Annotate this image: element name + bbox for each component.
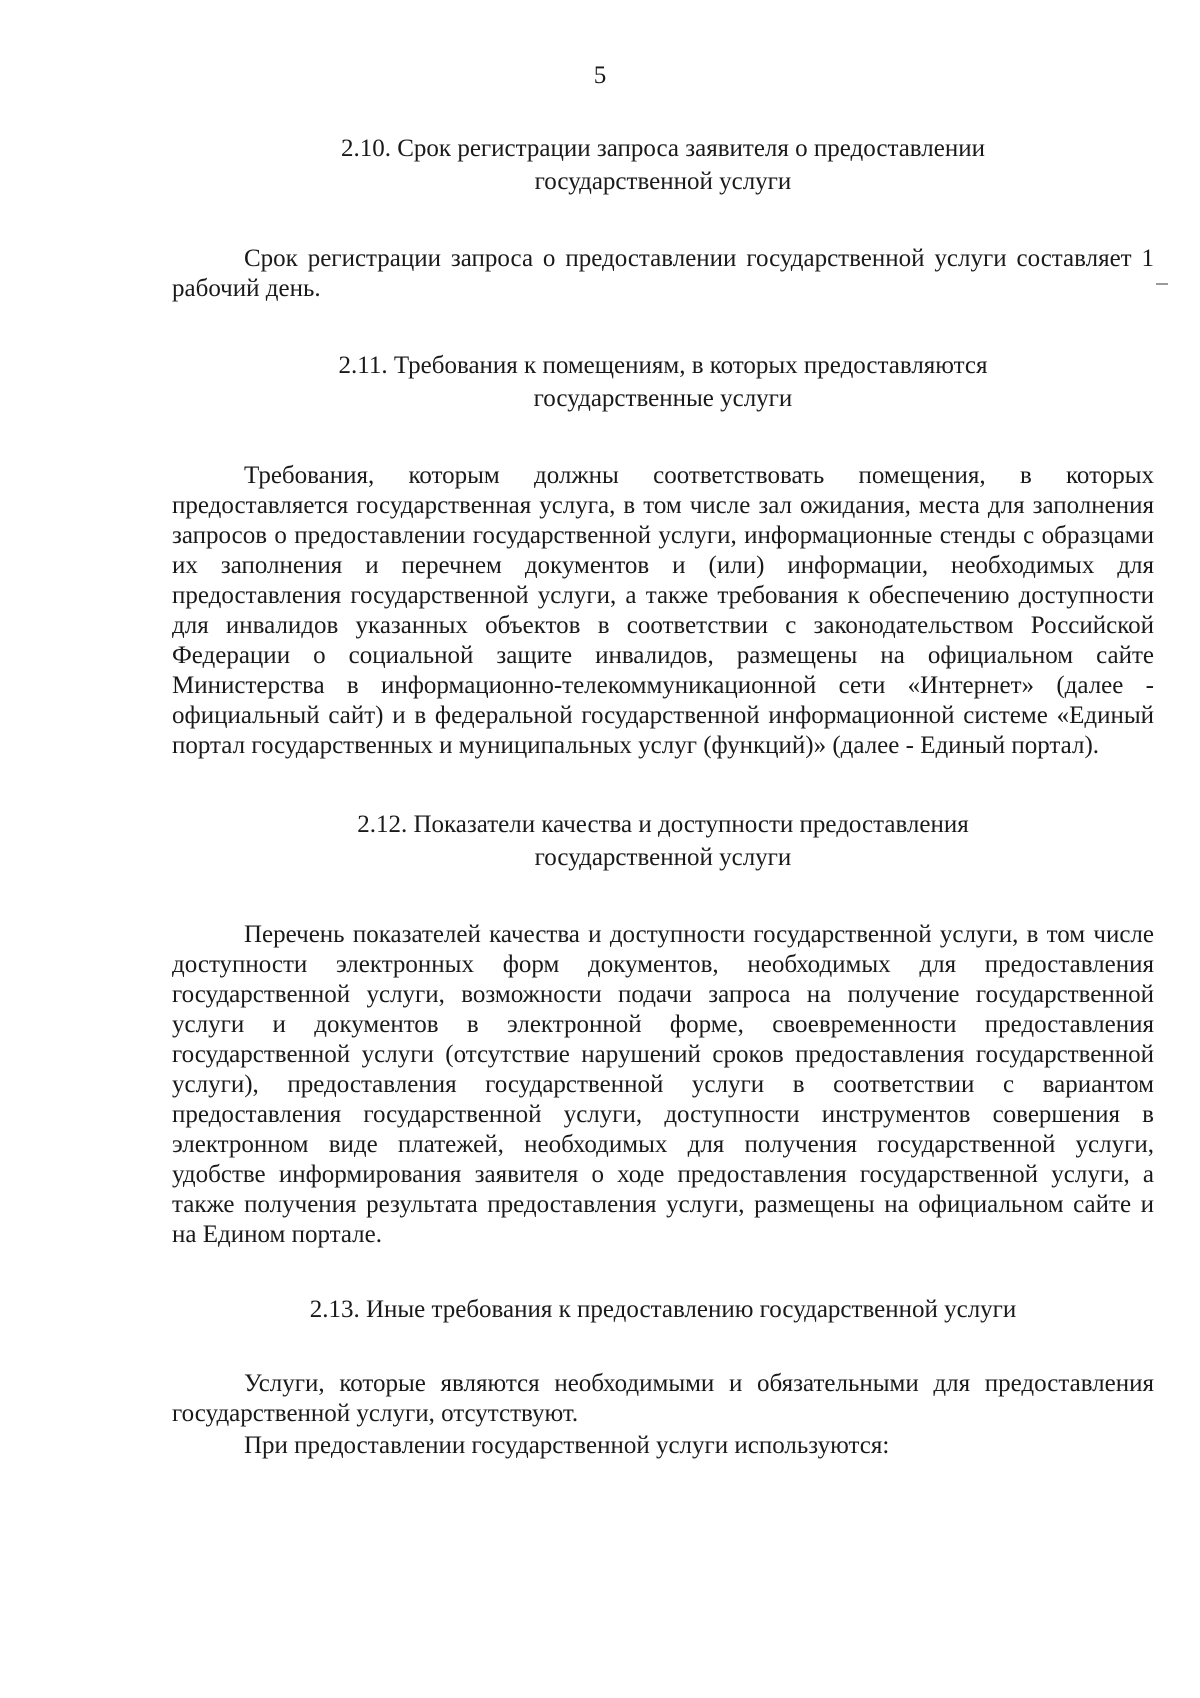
paragraph-2-13-second: При предоставлении государственной услуги используются:: [244, 1432, 890, 1459]
heading-line: 2.11. Требования к помещениям, в которых предоставляются: [338, 352, 988, 379]
paragraph-2-10: Срок регистрации запроса о предоставлении государственной услуги составляет 1 рабочий день.: [172, 245, 1154, 302]
section-heading-2-12: [172, 808, 1154, 874]
heading-line: государственные услуги: [533, 385, 793, 412]
paragraph-2-12: Перечень показателей качества и доступности государственной услуги, в том числе доступности электронных форм документов, необходимых для предоставления государственной услуги, возможности подачи запроса на получение государственной услуги и документов в электронной форме, своевременности предоставления государственной услуги (отсутствие нарушений сроков предоставления государственной услуги), предоставления государственной услуги в соответствии с вариантом предоставления государственной услуги, доступности инструментов совершения в электронном виде платежей, необходимых для получения государственной услуги, удобстве информирования заявителя о ходе предоставления государственной услуги, а также получения результата предоставления услуги, размещены на официальном сайте и на Едином портале.: [172, 921, 1154, 1248]
heading-line: 2.13. Иные требования к предоставлению государственной услуги: [309, 1296, 1017, 1323]
heading-line: 2.10. Срок регистрации запроса заявителя о предоставлении: [341, 135, 985, 162]
page-number: 5: [593, 62, 607, 89]
heading-line: государственной услуги: [534, 844, 792, 871]
section-heading-2-13: [172, 1293, 1154, 1326]
heading-line: 2.12. Показатели качества и доступности предоставления: [357, 811, 969, 838]
heading-line: государственной услуги: [534, 168, 792, 195]
paragraph-2-11: Требования, которым должны соответствовать помещения, в которых предоставляется государственная услуга, в том числе зал ожидания, места для заполнения запросов о предоставлении государственной услуги, информационные стенды с образцами их заполнения и перечнем документов и (или) информации, необходимых для предоставления государственной услуги, а также требования к обеспечению доступности для инвалидов указанных объектов в соответствии с законодательством Российской Федерации о социальной защите инвалидов, размещены на официальном сайте Министерства в информационно-телекоммуникационной сети «Интернет» (далее - официальный сайт) и в федеральной государственной информационной системе «Единый портал государственных и муниципальных услуг (функций)» (далее - Единый портал).: [172, 462, 1154, 759]
document-body: [172, 132, 1154, 1461]
scan-artifact-mark: [1156, 283, 1168, 285]
section-heading-2-11: [172, 349, 1154, 415]
paragraph-2-13-first: Услуги, которые являются необходимыми и обязательными для предоставления государственной услуги, отсутствуют.: [172, 1370, 1154, 1427]
section-heading-2-10: [172, 132, 1154, 198]
